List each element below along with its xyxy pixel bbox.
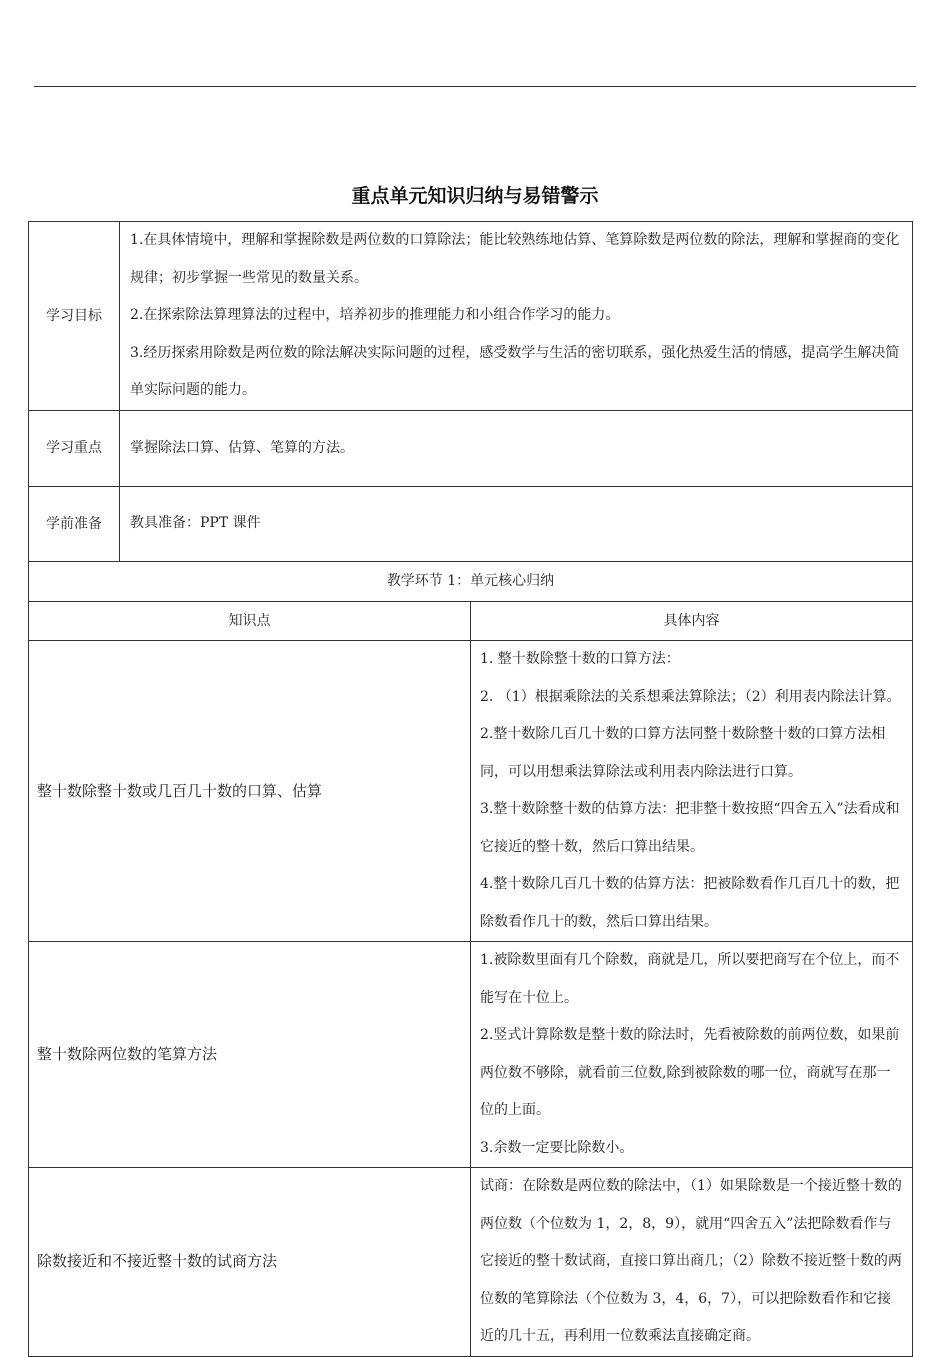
prep-content: 教具准备：PPT 课件 bbox=[120, 487, 913, 562]
knowledge-point-content bbox=[471, 942, 913, 1168]
focus-content: 掌握除法口算、估算、笔算的方法。 bbox=[120, 411, 913, 487]
prep-label: 学前准备 bbox=[29, 487, 120, 562]
table-row bbox=[29, 942, 913, 1168]
content-item: 试商：在除数是两位数的除法中，（1）如果除数是一个接近整十数的两位数（个位数为 1，2，8，9），就用“四舍五入”法把除数看作与它接近的整十数试商，直接口算出商几；（2）除数不接近整十数的两位数的笔算除法（个位数为 3，4，6，7），可以把除数看作和它接近的几十五，再利用一位数乘法直接确定商。 bbox=[480, 1178, 902, 1344]
goal-item: 3.经历探索用除数是两位数的除法解决实际问题的过程，感受数学与生活的密切联系，强化热爱生活的情感，提高学生解决简单实际问题的能力。 bbox=[130, 344, 900, 399]
table-row bbox=[29, 641, 913, 942]
document-title: 重点单元知识归纳与易错警示 bbox=[351, 185, 599, 207]
focus-label: 学习重点 bbox=[29, 411, 120, 487]
content-item: 2.整十数除几百几十数的口算方法同整十数除整十数的口算方法相同，可以用想乘法算除法或利用表内除法进行口算。 bbox=[480, 726, 886, 780]
section-title-row bbox=[29, 562, 913, 602]
knowledge-point-content bbox=[471, 641, 913, 942]
content-item: 2.竖式计算除数是整十数的除法时，先看被除数的前两位数，如果前两位数不够除，就看前三位数,除到被除数的哪一位，商就写在那一位的上面。 bbox=[480, 1027, 900, 1118]
column-header-knowledge-point: 知识点 bbox=[29, 602, 471, 641]
header-rule bbox=[34, 86, 916, 87]
goals-row bbox=[29, 222, 913, 411]
table-row bbox=[29, 1168, 913, 1357]
column-header-row bbox=[29, 602, 913, 641]
knowledge-point-name: 除数接近和不接近整十数的试商方法 bbox=[29, 1168, 471, 1357]
knowledge-table bbox=[28, 561, 913, 1357]
content-item: 3.整十数除整十数的估算方法：把非整十数按照“四舍五入”法看成和它接近的整十数，然后口算出结果。 bbox=[480, 801, 900, 855]
column-header-content: 具体内容 bbox=[471, 602, 913, 641]
knowledge-point-name: 整十数除整十数或几百几十数的口算、估算 bbox=[29, 641, 471, 942]
lesson-info-table bbox=[28, 221, 913, 562]
knowledge-point-content bbox=[471, 1168, 913, 1357]
section-title: 教学环节 1：单元核心归纳 bbox=[29, 562, 913, 602]
goals-content bbox=[120, 222, 913, 411]
goal-item: 2.在探索除法算理算法的过程中，培养初步的推理能力和小组合作学习的能力。 bbox=[130, 307, 620, 324]
goals-label: 学习目标 bbox=[29, 222, 120, 411]
content-item: 2. （1）根据乘除法的关系想乘法算除法；（2）利用表内除法计算。 bbox=[480, 688, 901, 705]
content-item: 1. 整十数除整十数的口算方法： bbox=[480, 651, 680, 667]
content-item: 3.余数一定要比除数小。 bbox=[480, 1139, 634, 1156]
focus-row bbox=[29, 411, 913, 487]
content-item: 1.被除数里面有几个除数，商就是几，所以要把商写在个位上，而不能写在十位上。 bbox=[480, 952, 900, 1006]
knowledge-point-name: 整十数除两位数的笔算方法 bbox=[29, 942, 471, 1168]
content-item: 4.整十数除几百几十数的估算方法：把被除数看作几百几十的数，把除数看作几十的数，然后口算出结果。 bbox=[480, 876, 900, 930]
prep-row bbox=[29, 487, 913, 562]
goal-item: 1.在具体情境中，理解和掌握除数是两位数的口算除法；能比较熟练地估算、笔算除数是两位数的除法，理解和掌握商的变化规律；初步掌握一些常见的数量关系。 bbox=[130, 232, 900, 286]
